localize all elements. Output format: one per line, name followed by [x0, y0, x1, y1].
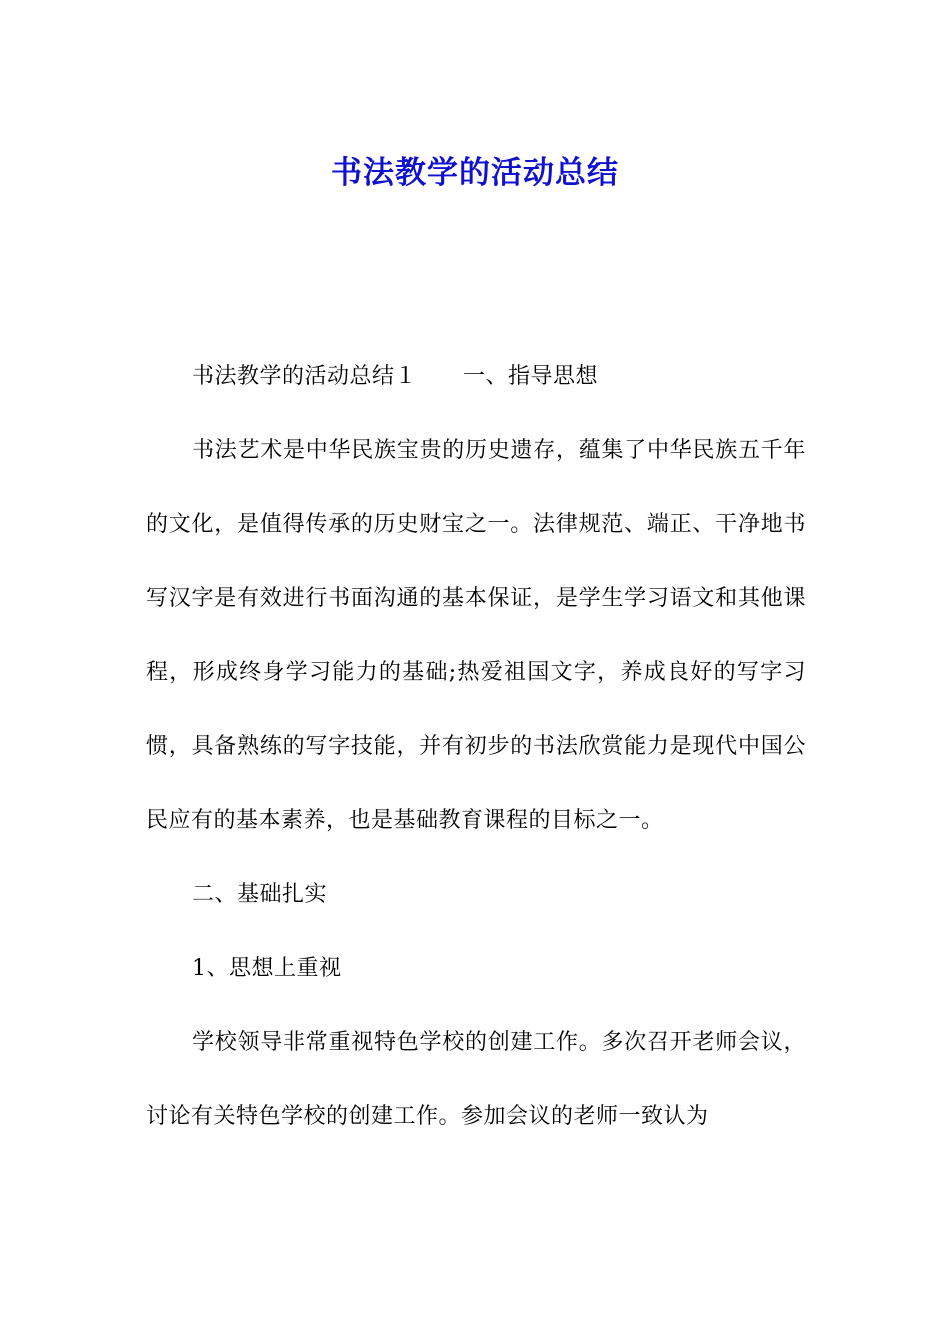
document-title: 书法教学的活动总结: [331, 154, 619, 191]
paragraph-school-leadership: 学校领导非常重视特色学校的创建工作。多次召开老师会议，讨论有关特色学校的创建工作。参加会议的老师一致认为: [146, 1030, 806, 1129]
paragraph-calligraphy-art: 书法艺术是中华民族宝贵的历史遗存，蕴集了中华民族五千年的文化，是值得传承的历史财宝之一。法律规范、端正、干净地书写汉字是有效进行书面沟通的基本保证，是学生学习语文和其他课程，形成终身学习能力的基础;热爱祖国文字，养成良好的写字习惯，具备熟练的写字技能，并有初步的书法欣赏能力是现代中国公民应有的基本素养，也是基础教育课程的目标之一。: [146, 438, 806, 833]
document-body: [146, 340, 806, 1154]
section-heading-guiding-thought: 一、指导思想: [463, 364, 599, 389]
section-heading-line: [146, 340, 806, 414]
section-heading-foundation: 二、基础扎实: [192, 882, 328, 907]
summary-heading: 书法教学的活动总结１: [192, 364, 418, 389]
subheading-ideological-emphasis: 1、思想上重视: [192, 956, 342, 981]
